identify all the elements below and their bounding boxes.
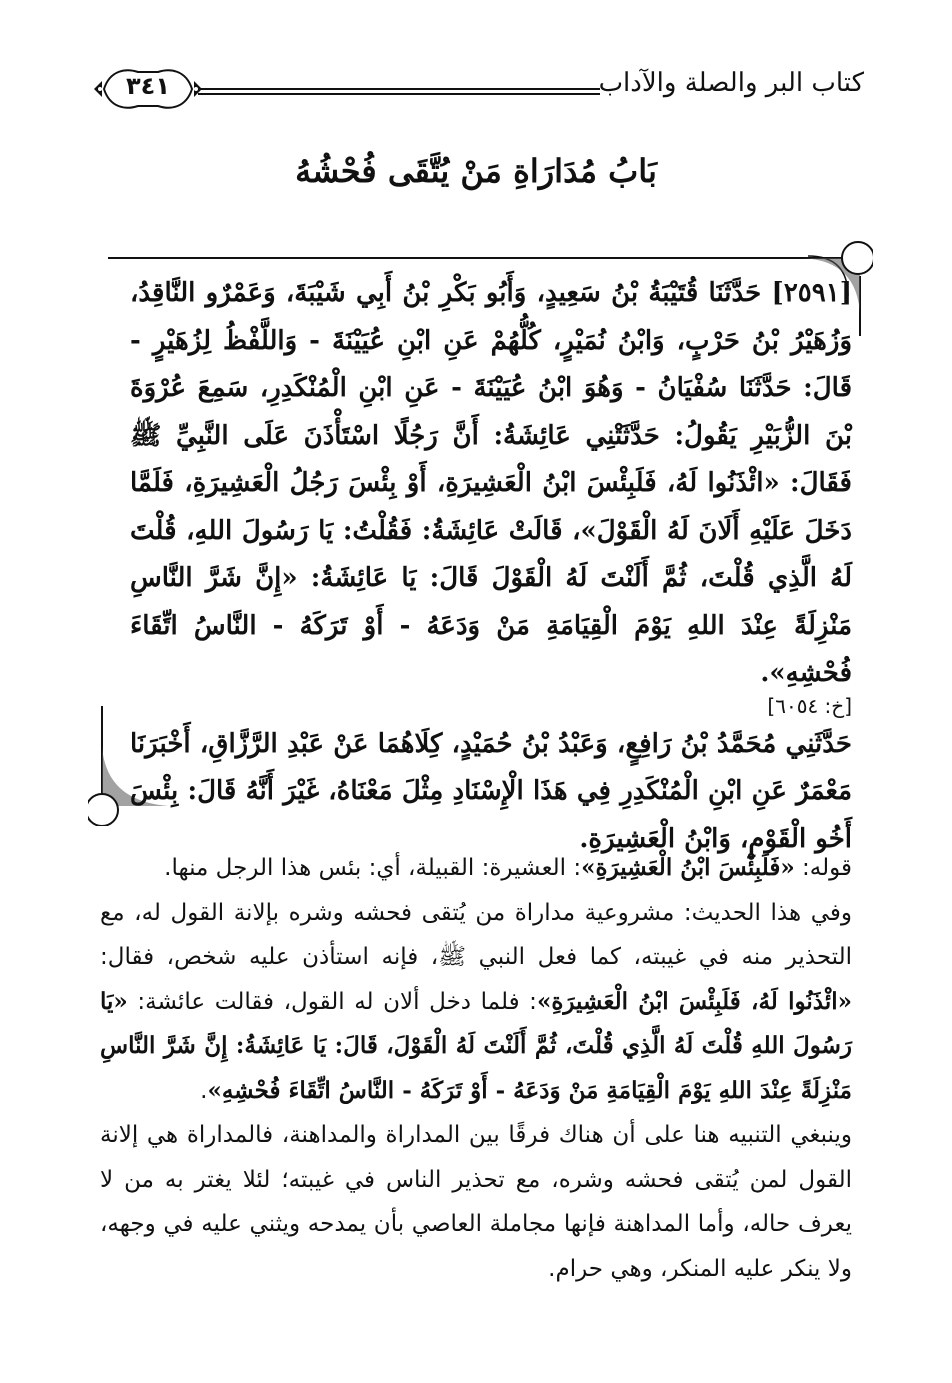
commentary-paragraph-2 xyxy=(100,891,852,1114)
page-number-ornament xyxy=(92,62,204,116)
page-number: ٣٤١ xyxy=(126,72,170,100)
book-title: كتاب البر والصلة والآداب xyxy=(598,68,864,98)
page-header xyxy=(0,0,952,130)
hadith-block xyxy=(130,270,852,863)
commentary-lead: قوله: xyxy=(794,855,852,881)
commentary xyxy=(100,846,852,1291)
commentary-text: وفي هذا الحديث: مشروعية مداراة من يُتقى فحشه وشره بإلانة القول له، مع التحذير منه في غيبته، كما فعل النبي ﷺ، فإنه استأذن عليه شخص، فقال: xyxy=(100,899,852,970)
header-rule xyxy=(198,88,600,95)
commentary-paragraph-1 xyxy=(100,846,852,891)
hadith-secondary-text: حَدَّثَنِي مُحَمَّدُ بْنُ رَافِعٍ، وَعَبْدُ بْنُ حُمَيْدٍ، كِلَاهُمَا عَنْ عَبْدِ الرَّزَّاقِ، أَخْبَرَنَا مَعْمَرٌ عَنِ ابْنِ الْمُنْكَدِرِ فِي هَذَا الْإِسْنَادِ مِثْلَ مَعْنَاهُ، غَيْرَ أَنَّهُ قَالَ: بِئْسَ أَخُو الْقَوْمِ، وَابْنُ الْعَشِيرَةِ. xyxy=(130,728,852,854)
commentary-quote: «فَلَبِئْسَ ابْنُ الْعَشِيرَةِ» xyxy=(581,854,795,881)
commentary-text: : فلما دخل ألان له القول، فقالت عائشة: xyxy=(127,988,537,1015)
chapter-title: بَابُ مُدَارَاةِ مَنْ يُتَّقَى فُحْشُهُ xyxy=(295,152,657,190)
commentary-quote: «ائْذَنُوا لَهُ، فَلَبِئْسَ ابْنُ الْعَشِيرَةِ» xyxy=(536,987,852,1015)
commentary-quote: «يَا رَسُولَ اللهِ قُلْتَ لَهُ الَّذِي قُلْتَ، ثُمَّ أَلَنْتَ لَهُ الْقَوْلَ، قَالَ: يَا عَائِشَةُ: إِنَّ شَرَّ النَّاسِ مَنْزِلَةً عِنْدَ اللهِ يَوْمَ الْقِيَامَةِ مَنْ وَدَعَهُ - أَوْ تَرَكَهُ - النَّاسُ اتِّقَاءَ فُحْشِهِ» xyxy=(100,987,852,1104)
commentary-paragraph-3: وينبغي التنبيه هنا على أن هناك فرقًا بين المداراة والمداهنة، فالمداراة هي إلانة القول لمن يُتقى فحشه وشره، مع تحذير الناس في غيبته؛ لئلا يغتر به من لا يعرف حاله، وأما المداهنة فإنها مجاملة العاصي بأن يمدحه ويثني عليه في وجهه، ولا ينكر عليه المنكر، وهي حرام. xyxy=(100,1122,852,1282)
hadith-reference: [خ: ٦٠٥٤] xyxy=(767,693,852,718)
commentary-text: . xyxy=(200,1077,208,1104)
hadith-main-text: [٢٥٩١] حَدَّثَنَا قُتَيْبَةُ بْنُ سَعِيدٍ، وَأَبُو بَكْرِ بْنُ أَبِي شَيْبَةَ، وَعَمْرٌو النَّاقِدُ، وَزُهَيْرُ بْنُ حَرْبٍ، وَابْنُ نُمَيْرٍ، كُلُّهُمْ عَنِ ابْنِ عُيَيْنَةَ - وَاللَّفْظُ لِزُهَيْرٍ - قَالَ: حَدَّثَنَا سُفْيَانُ - وَهُوَ ابْنُ عُيَيْنَةَ - عَنِ ابْنِ الْمُنْكَدِرِ، سَمِعَ عُرْوَةَ بْنَ الزُّبَيْرِ يَقُولُ: حَدَّثَتْنِي عَائِشَةُ: أَنَّ رَجُلًا اسْتَأْذَنَ عَلَى النَّبِيِّ ﷺ فَقَالَ: «ائْذَنُوا لَهُ، فَلَبِئْسَ ابْنُ الْعَشِيرَةِ، أَوْ بِئْسَ رَجُلُ الْعَشِيرَةِ، فَلَمَّا دَخَلَ عَلَيْهِ أَلَانَ لَهُ الْقَوْلَ»، قَالَتْ عَائِشَةُ: فَقُلْتُ: يَا رَسُولَ اللهِ، قُلْتَ لَهُ الَّذِي قُلْتَ، ثُمَّ أَلَنْتَ لَهُ الْقَوْلَ قَالَ: يَا عَائِشَةُ: «إِنَّ شَرَّ النَّاسِ مَنْزِلَةً عِنْدَ اللهِ يَوْمَ الْقِيَامَةِ مَنْ وَدَعَهُ - أَوْ تَرَكَهُ - النَّاسُ اتِّقَاءَ فُحْشِهِ». xyxy=(130,278,852,688)
commentary-text: : العشيرة: القبيلة، أي: بئس هذا الرجل منها. xyxy=(164,855,582,881)
